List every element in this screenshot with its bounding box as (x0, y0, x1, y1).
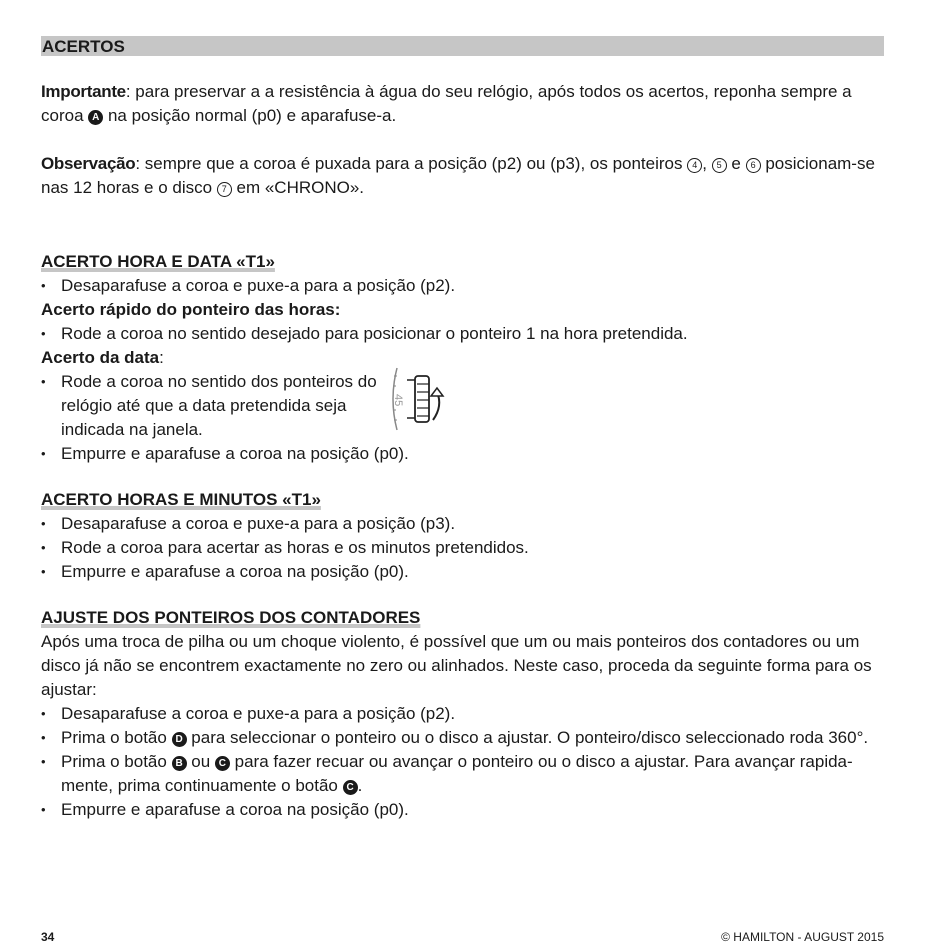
section-banner (41, 36, 884, 56)
sep: , (702, 154, 712, 173)
observacao-paragraph (41, 152, 884, 200)
button-d-badge: D (172, 732, 187, 747)
crown-numeral: 45 (392, 394, 404, 407)
list-item: • Empurre e aparafuse a coroa na posição (p0). (41, 560, 884, 584)
disc-7-badge: 7 (217, 182, 232, 197)
importante-text-end: na posição normal (p0) e aparafuse-a. (103, 106, 397, 125)
list-item: • Desaparafuse a coroa e puxe-a para a posição (p2). (41, 702, 884, 726)
colon: : (159, 348, 164, 367)
section-title: AJUSTE DOS PONTEIROS DOS CONTADORES (41, 608, 421, 627)
section-body: Após uma troca de pilha ou um choque violento, é possível que um ou mais ponteiros dos contadores ou um disco já não se encontrem exactamente no zero ou alinhados. Neste caso, proceda da seguinte forma para os ajustar: (41, 632, 872, 699)
banner-title: ACERTOS (42, 37, 125, 56)
subsection-title: Acerto rápido do ponteiro das horas: (41, 300, 341, 319)
text: Prima o botão (61, 752, 172, 771)
hand-6-badge: 6 (746, 158, 761, 173)
list-item: • Rode a coroa no sentido desejado para posicionar o ponteiro 1 na hora pretendida. (41, 322, 884, 346)
subsection-title-text: Acerto da data (41, 348, 160, 367)
crown-instruction: • Rode a coroa no sentido dos ponteiros do relógio até que a data pretendida seja indicada na janela. (61, 372, 377, 439)
text: para seleccionar o ponteiro ou o disco a ajustar. O ponteiro/disco seleccionado roda 360°. (186, 728, 869, 747)
text: Prima o botão (61, 728, 172, 747)
list-item: • Empurre e aparafuse a coroa na posição (p0). (41, 798, 884, 822)
crown-a-badge: A (88, 110, 103, 125)
hand-4-badge: 4 (687, 158, 702, 173)
importante-label: Importante (41, 82, 126, 101)
section-hora-data (41, 250, 884, 466)
section-title: ACERTO HORA E DATA «T1» (41, 252, 275, 271)
page-number: 34 (41, 930, 55, 944)
list-item: • Empurre e aparafuse a coroa na posição (p0). (41, 442, 884, 466)
observacao-label: Observação (41, 154, 136, 173)
button-c-badge: C (215, 756, 230, 771)
list-item (41, 370, 884, 442)
observacao-text-end: em «CHRONO». (231, 178, 365, 197)
button-b-badge: B (172, 756, 187, 771)
observacao-text: : sempre que a coroa é puxada para a posição (p2) ou (p3), os ponteiros (135, 154, 688, 173)
observacao-text-mid: posicionam-se nas 12 horas e o disco (41, 154, 875, 197)
text: ou (186, 752, 215, 771)
sep: e (726, 154, 746, 173)
importante-paragraph (41, 80, 884, 128)
copyright: © HAMILTON - AUGUST 2015 (721, 930, 884, 944)
section-title: ACERTO HORAS E MINUTOS «T1» (41, 490, 321, 509)
document-page (41, 36, 884, 822)
section-horas-minutos (41, 488, 884, 584)
section-ajuste-contadores (41, 606, 884, 822)
list-item: • Desaparafuse a coroa e puxe-a para a posição (p2). (41, 274, 884, 298)
text: . (357, 776, 363, 795)
hand-5-badge: 5 (712, 158, 727, 173)
button-c-badge: C (343, 780, 358, 795)
list-item: • Rode a coroa para acertar as horas e os minutos pretendidos. (41, 536, 884, 560)
subsection-title (41, 346, 884, 370)
list-item (41, 750, 884, 798)
importante-text: : para preservar a a resistência à água do seu relógio, após todos os acertos, reponha sempre a coroa (41, 82, 852, 125)
crown-rotation-icon (385, 366, 453, 432)
text: para fazer recuar ou avançar o ponteiro ou o disco a ajustar. Para avançar rapida-mente, prima continuamente o botão (61, 752, 853, 795)
list-item (41, 726, 884, 750)
list-item: • Desaparafuse a coroa e puxe-a para a posição (p3). (41, 512, 884, 536)
